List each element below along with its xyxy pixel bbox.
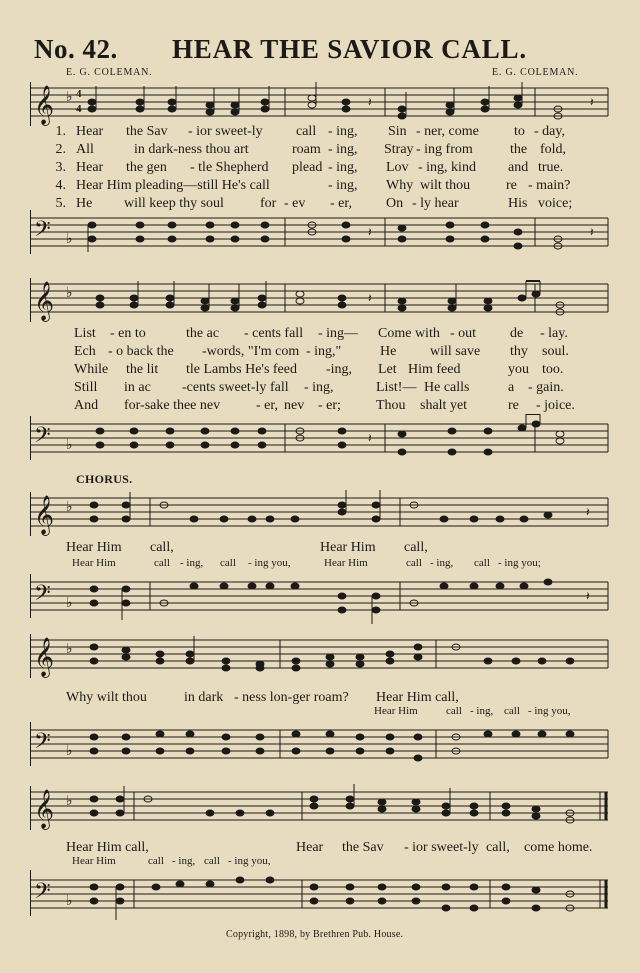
lyric-syllable: Hear Him [72, 855, 116, 867]
chorus-echo-line-2 [0, 705, 640, 719]
copyright-notice: Copyright, 1898, by Brethren Pub. House. [226, 929, 404, 940]
lyric-syllable: - day, [534, 124, 565, 139]
treble-staff-chorus-2 [30, 632, 610, 682]
lyric-syllable: call, [150, 540, 174, 555]
bass-staff-system-2 [30, 414, 610, 466]
lyric-syllable: you [508, 362, 529, 377]
lyric-syllable: - ing, [328, 178, 358, 193]
verse-2-line-4 [0, 380, 640, 398]
lyric-syllable: - tle Shepherd [190, 160, 269, 175]
lyric-syllable: Hear [296, 840, 324, 855]
lyric-syllable: and [508, 160, 529, 175]
svg-text:𝄽: 𝄽 [590, 95, 594, 109]
lyric-syllable: will keep thy soul [124, 196, 224, 211]
lyric-syllable: Hear Him [72, 557, 116, 569]
lyric-syllable: re [508, 398, 519, 413]
lyric-syllable: Him feed [408, 362, 461, 377]
lyric-syllable: to [514, 124, 525, 139]
lyric-syllable: While [74, 362, 109, 377]
svg-text:♭: ♭ [66, 744, 73, 759]
svg-text:♭: ♭ [66, 596, 73, 611]
lyric-syllable: Hear Him pleading—still He's call [76, 178, 270, 193]
verse-number: 2. [55, 142, 66, 157]
lyric-syllable: the gen [126, 160, 167, 175]
treble-staff-system-2 [30, 276, 610, 326]
lyric-syllable: call [154, 557, 170, 569]
lyric-syllable: Hear Him [324, 557, 368, 569]
svg-text:♭: ♭ [66, 438, 73, 453]
lyric-syllable: -ing, [326, 362, 353, 377]
chorus-echo-line-1 [0, 557, 640, 571]
lyric-syllable: nev [284, 398, 305, 413]
svg-text:♭: ♭ [66, 794, 73, 809]
svg-text:𝄽: 𝄽 [586, 505, 590, 519]
lyric-syllable: - o back the [108, 344, 174, 359]
lyric-syllable: call, [404, 540, 428, 555]
music-credit: E. G. COLEMAN. [492, 67, 579, 78]
lyric-syllable: Thou [376, 398, 406, 413]
lyric-syllable: - ing you, [528, 705, 571, 717]
lyric-syllable: fall [270, 380, 289, 395]
lyric-syllable: - ing, kind [418, 160, 476, 175]
svg-text:𝄢: 𝄢 [34, 217, 51, 246]
lyric-syllable: the ac [186, 326, 220, 341]
lyric-syllable: in ac [124, 380, 151, 395]
lyric-syllable: Hear Him [374, 705, 418, 717]
svg-text:𝄽: 𝄽 [586, 589, 590, 603]
lyric-syllable: - ing, [172, 855, 196, 867]
lyric-syllable: Still [74, 380, 98, 395]
lyric-syllable: Come with [378, 326, 440, 341]
chorus-echo-line-3 [0, 855, 640, 869]
svg-text:𝄽: 𝄽 [368, 95, 372, 109]
svg-text:𝄢: 𝄢 [34, 423, 51, 452]
lyric-syllable: true. [538, 160, 564, 175]
lyric-syllable: Hear Him call, [66, 840, 149, 855]
lyric-syllable: And [74, 398, 99, 413]
svg-text:𝄢: 𝄢 [34, 729, 51, 758]
lyric-syllable: - ing, [180, 557, 204, 569]
lyric-syllable: -words, "I'm com [202, 344, 300, 359]
lyric-syllable: thy [510, 344, 528, 359]
lyric-syllable: - en to [110, 326, 146, 341]
lyric-syllable: List!— [376, 380, 417, 395]
lyric-syllable: re [506, 178, 517, 193]
lyric-syllable: - out [450, 326, 477, 341]
lyric-syllable: voice; [538, 196, 573, 211]
lyric-syllable: for-sake thee nev [124, 398, 221, 413]
lyric-syllable: call [204, 855, 220, 867]
svg-text:4: 4 [76, 88, 82, 100]
lyric-syllable: - ing, [470, 705, 494, 717]
svg-text:4: 4 [76, 103, 82, 115]
verse-number: 1. [55, 124, 66, 139]
svg-text:♭: ♭ [66, 500, 73, 515]
treble-staff-chorus-3 [30, 784, 610, 836]
lyric-syllable: Ech [74, 344, 96, 359]
lyric-syllable: Let [378, 362, 397, 377]
verse-number: 3. [55, 160, 66, 175]
lyric-syllable: wilt thou [420, 178, 471, 193]
svg-text:𝄞: 𝄞 [34, 283, 55, 320]
lyric-syllable: -cents sweet-ly [182, 380, 267, 395]
lyric-syllable: Hear [76, 124, 104, 139]
svg-text:♭: ♭ [66, 286, 73, 301]
lyric-syllable: Why wilt thou [66, 690, 147, 705]
lyric-syllable: - ing," [306, 344, 342, 359]
verse-2-line-1 [0, 326, 640, 344]
lyric-syllable: call [220, 557, 236, 569]
lyric-syllable: He calls [424, 380, 470, 395]
lyric-syllable: call [148, 855, 164, 867]
lyric-syllable: - main? [528, 178, 571, 193]
svg-text:𝄽: 𝄽 [368, 291, 372, 305]
verse-2-line-3 [0, 362, 640, 380]
svg-text:𝄞: 𝄞 [34, 639, 55, 676]
verse-number: 4. [55, 178, 66, 193]
verse-number: 5. [55, 196, 66, 211]
svg-text:𝄽: 𝄽 [590, 225, 594, 239]
lyric-syllable: soul. [542, 344, 569, 359]
lyric-syllable: the lit [126, 362, 159, 377]
lyric-syllable: List [74, 326, 96, 341]
svg-text:𝄞: 𝄞 [34, 87, 55, 124]
lyric-syllable: roam [292, 142, 321, 157]
lyric-syllable: Hear Him [66, 540, 122, 555]
svg-text:𝄞: 𝄞 [34, 497, 55, 534]
lyric-syllable: Lov [386, 160, 409, 175]
lyric-syllable: Stray [384, 142, 414, 157]
lyric-syllable: the Sav [126, 124, 168, 139]
lyric-syllable: - ing— [318, 326, 359, 341]
lyric-syllable: - ev [284, 196, 306, 211]
words-credit: E. G. COLEMAN. [66, 67, 153, 78]
lyric-syllable: will save [430, 344, 481, 359]
lyric-syllable: He [76, 196, 93, 211]
lyric-syllable: - ner, come [416, 124, 479, 139]
lyric-syllable: call [406, 557, 422, 569]
lyric-syllable: All [76, 142, 94, 157]
svg-text:𝄢: 𝄢 [34, 581, 51, 610]
lyric-syllable: - er, [330, 196, 352, 211]
hymn-title: HEAR THE SAVIOR CALL. [172, 34, 527, 64]
svg-text:♭: ♭ [66, 894, 73, 909]
svg-text:♭: ♭ [66, 232, 73, 247]
svg-text:𝄞: 𝄞 [34, 791, 55, 828]
lyric-syllable: the [510, 142, 528, 157]
lyric-syllable: - ior sweet-ly [188, 124, 263, 139]
treble-staff-chorus-1 [30, 490, 610, 540]
lyric-syllable: - ly hear [412, 196, 459, 211]
lyric-syllable: - ing, [328, 160, 358, 175]
lyric-syllable: in dark-ness thou art [134, 142, 249, 157]
lyric-syllable: come home. [524, 840, 593, 855]
lyric-syllable: His [508, 196, 528, 211]
lyric-syllable: Hear Him [320, 540, 376, 555]
lyric-syllable: - lay. [540, 326, 568, 341]
svg-text:𝄢: 𝄢 [34, 879, 51, 908]
lyric-syllable: fold, [540, 142, 567, 157]
lyric-syllable: Sin [388, 124, 407, 139]
lyric-syllable: - gain. [528, 380, 564, 395]
lyric-syllable: - joice. [536, 398, 575, 413]
lyric-syllable: Hear [76, 160, 104, 175]
lyric-syllable: Why [386, 178, 414, 193]
lyric-syllable: - ing from [416, 142, 473, 157]
lyric-syllable: call [504, 705, 520, 717]
lyric-syllable: the Sav [342, 840, 384, 855]
verse-line-4 [0, 178, 640, 196]
lyric-syllable: - cents fall [244, 326, 304, 341]
verse-line-1 [0, 124, 640, 142]
verse-line-2 [0, 142, 640, 160]
lyric-syllable: - er, [256, 398, 278, 413]
lyric-syllable: call [446, 705, 462, 717]
bass-staff-chorus-1 [30, 572, 610, 624]
bass-staff-chorus-3 [30, 868, 610, 922]
lyric-syllable: - ness lon-ger roam? [234, 690, 349, 705]
lyric-syllable: too. [542, 362, 564, 377]
lyric-syllable: - ing you, [248, 557, 291, 569]
lyric-syllable: On [386, 196, 404, 211]
lyric-syllable: - ing you; [498, 557, 541, 569]
lyric-syllable: de [510, 326, 524, 341]
lyric-syllable: call, [486, 840, 510, 855]
bass-staff-system-1 [30, 210, 610, 262]
lyric-syllable: in dark [184, 690, 224, 705]
lyric-syllable: - ing, [328, 142, 358, 157]
lyric-syllable: shalt yet [420, 398, 468, 413]
lyric-syllable: a [508, 380, 515, 395]
chorus-label: CHORUS. [76, 472, 133, 486]
lyric-syllable: for [260, 196, 277, 211]
lyric-syllable: call [474, 557, 490, 569]
lyric-syllable: - er; [318, 398, 341, 413]
lyric-syllable: He [380, 344, 397, 359]
lyric-syllable: - ing, [304, 380, 334, 395]
lyric-syllable: tle Lambs He's feed [186, 362, 297, 377]
bass-staff-chorus-2 [30, 720, 610, 772]
lyric-syllable: - ior sweet-ly [404, 840, 479, 855]
lyric-syllable: - ing you, [228, 855, 271, 867]
svg-text:♭: ♭ [66, 90, 73, 105]
lyric-syllable: call [296, 124, 317, 139]
hymn-number: No. 42. [34, 34, 118, 64]
lyric-syllable: - ing, [430, 557, 454, 569]
verse-2-line-2 [0, 344, 640, 362]
lyric-syllable: Hear Him call, [376, 690, 459, 705]
lyric-syllable: plead [292, 160, 323, 175]
svg-text:𝄽: 𝄽 [368, 431, 372, 445]
svg-text:♭: ♭ [66, 642, 73, 657]
treble-staff-system-1 [30, 80, 610, 130]
lyric-syllable: - ing, [328, 124, 358, 139]
svg-text:𝄽: 𝄽 [368, 225, 372, 239]
verse-line-3 [0, 160, 640, 178]
chorus-line-1 [0, 540, 640, 558]
